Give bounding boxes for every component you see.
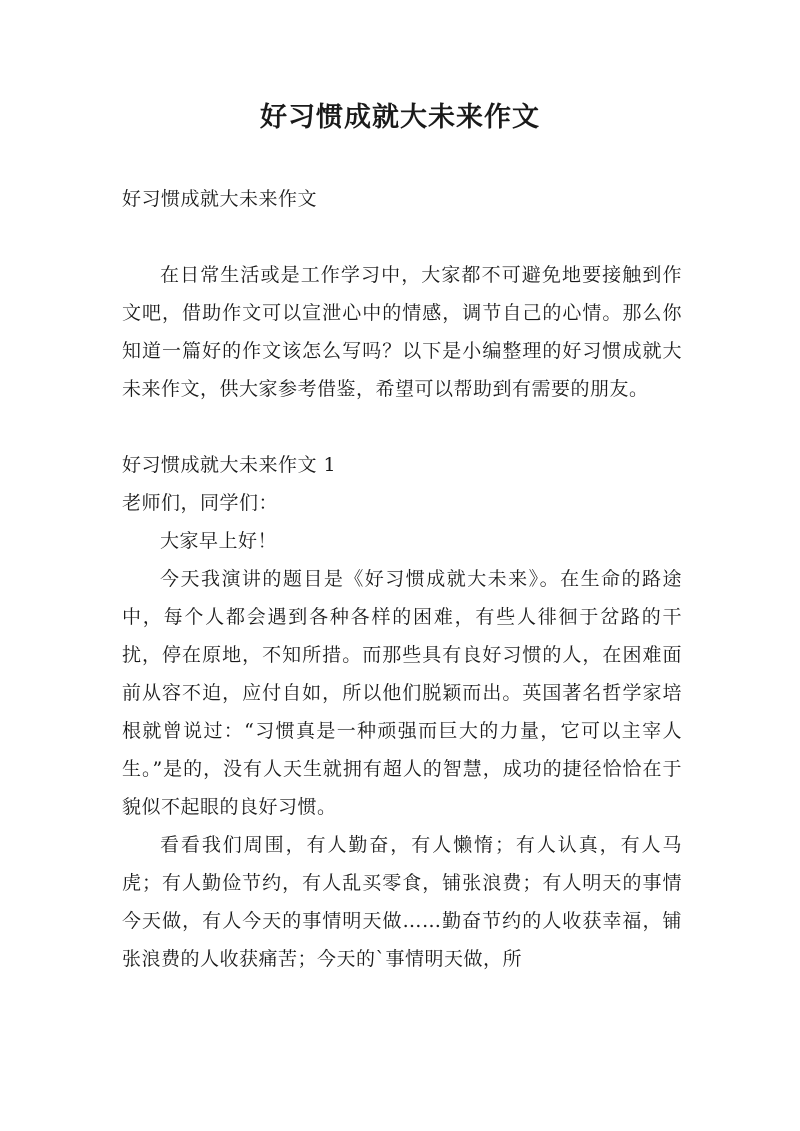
document-body bbox=[122, 180, 682, 978]
spacer bbox=[122, 408, 682, 446]
document-title: 好习惯成就大未来作文 bbox=[260, 102, 540, 133]
greeting: 大家早上好！ bbox=[160, 530, 278, 552]
salutation: 老师们，同学们： bbox=[122, 492, 279, 514]
body-paragraph-1: 今天我演讲的题目是《好习惯成就大未来》。在生命的路途中，每个人都会遇到各种各样的困难，有些人徘徊于岔路的干扰，停在原地，不知所措。而那些具有良好习惯的人，在困难面前从容不迫，应付自如，所以他们脱颖而出。英国著名哲学家培根就曾说过：“习惯真是一种顽强而巨大的力量，它可以主宰人生。”是的，没有人天生就拥有超人的智慧，成功的捷径恰恰在于貌似不起眼的良好习惯。 bbox=[122, 568, 682, 818]
spacer bbox=[122, 218, 682, 256]
subtitle: 好习惯成就大未来作文 bbox=[122, 188, 318, 210]
section-heading: 好习惯成就大未来作文 1 bbox=[122, 454, 337, 476]
body-paragraph-2: 看看我们周围，有人勤奋，有人懒惰；有人认真，有人马虎；有人勤俭节约，有人乱买零食，铺张浪费；有人明天的事情今天做，有人今天的事情明天做……勤奋节约的人收获幸福，铺张浪费的人收获痛苦；今天的`事情明天做，所 bbox=[122, 834, 682, 970]
intro-paragraph: 在日常生活或是工作学习中，大家都不可避免地要接触到作文吧，借助作文可以宣泄心中的情感，调节自己的心情。那么你知道一篇好的作文该怎么写吗？以下是小编整理的好习惯成就大未来作文，供大家参考借鉴，希望可以帮助到有需要的朋友。 bbox=[122, 264, 682, 400]
